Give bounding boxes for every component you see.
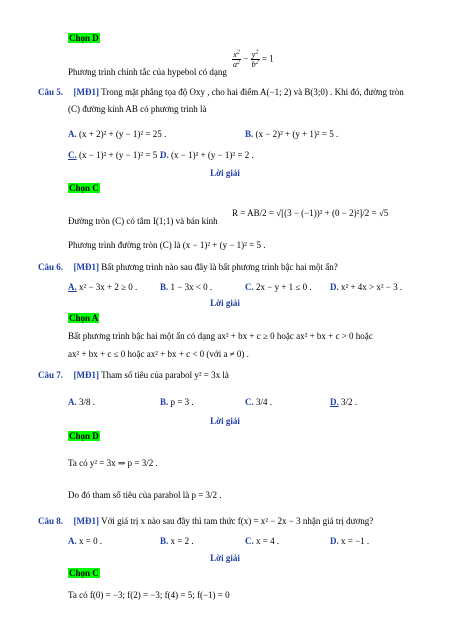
solution-heading: Lời giải <box>210 168 240 178</box>
solution-text: Bất phương trình bậc hai một ẩn có dạng ax² + bx + c ≥ 0 hoặc ax² + bx + c > 0 hoặc <box>68 331 373 341</box>
question-5-header: Câu 5. [MĐ1] Trong mặt phẳng tọa độ Oxy , cho hai điểm A(−1; 2) và B(3;0) . Khi đó, đường tròn <box>38 87 404 97</box>
question-8-header: Câu 8. [MĐ1] Với giá trị x nào sau đây thì tam thức f(x) = x² − 2x − 3 nhận giá trị dương? <box>38 516 374 526</box>
option-d[interactable]: D. (x − 1)² + (y − 1)² = 2 . <box>160 150 254 160</box>
solution-text: Ta có f(0) = −3; f(2) = −3; f(4) = 5; f(−1) = 0 <box>68 590 230 600</box>
solution-text: Ta có y² = 3x ⇒ p = 3/2 . <box>68 458 158 468</box>
option-c[interactable]: C. 3/4 . <box>245 397 273 407</box>
question-7-header: Câu 7. [MĐ1] Tham số tiêu của parabol y² = 3x là <box>38 370 229 380</box>
question-5-text: (C) đường kính AB có phương trình là <box>68 104 207 114</box>
radius-formula: R = AB/2 = √[(3 − (−1))² + (0 − 2)²]/2 = √5 <box>232 208 389 218</box>
option-a[interactable]: A. x = 0 . <box>68 536 103 546</box>
option-b[interactable]: B. x = 2 . <box>160 536 194 546</box>
option-a[interactable]: A. 3/8 . <box>68 397 96 407</box>
option-c[interactable]: C. (x − 1)² + (y − 1)² = 5 . <box>68 150 162 160</box>
hyperbola-equation: $\frac{x^2}{a^2}$ − $\frac{y^2}{b^2}$ = 1 <box>233 49 274 69</box>
answer-choice: Chọn D <box>69 431 99 441</box>
option-b[interactable]: B. (x − 2)² + (y + 1)² = 5 . <box>245 129 339 139</box>
solution-text: Đường tròn (C) có tâm I(1;1) và bán kính <box>68 216 218 226</box>
solution-text: Phương trình chính tắc của hypebol có dạng <box>68 67 227 77</box>
option-d[interactable]: D. x² + 4x > x² − 3 . <box>330 282 403 292</box>
solution-text: Do đó tham số tiêu của parabol là p = 3/2 . <box>68 490 222 500</box>
solution-heading: Lời giải <box>210 416 240 426</box>
question-6-header: Câu 6. [MĐ1] Bất phương trình nào sau đây là bất phương trình bậc hai một ẩn? <box>38 262 338 272</box>
answer-choice: Chọn C <box>69 568 99 578</box>
answer-choice: Chọn D <box>69 33 99 43</box>
option-b[interactable]: B. p = 3 . <box>160 397 194 407</box>
solution-heading: Lời giải <box>210 298 240 308</box>
option-a[interactable]: A. x² − 3x + 2 ≥ 0 . <box>68 282 138 292</box>
solution-text: ax² + bx + c ≤ 0 hoặc ax² + bx + c < 0 (với a ≠ 0) . <box>68 349 249 359</box>
solution-text: Phương trình đường tròn (C) là (x − 1)² + (y − 1)² = 5 . <box>68 240 266 250</box>
solution-heading: Lời giải <box>210 553 240 563</box>
option-b[interactable]: B. 1 − 3x < 0 . <box>160 282 213 292</box>
answer-choice: Chọn C <box>69 183 99 193</box>
option-c[interactable]: C. x = 4 . <box>245 536 280 546</box>
answer-choice: Chọn A <box>69 313 99 323</box>
option-a[interactable]: A. (x + 2)² + (y − 1)² = 25 . <box>68 129 167 139</box>
option-d[interactable]: D. x = −1 . <box>330 536 370 546</box>
option-d[interactable]: D. 3/2 . <box>330 397 358 407</box>
option-c[interactable]: C. 2x − y + 1 ≤ 0 . <box>245 282 312 292</box>
